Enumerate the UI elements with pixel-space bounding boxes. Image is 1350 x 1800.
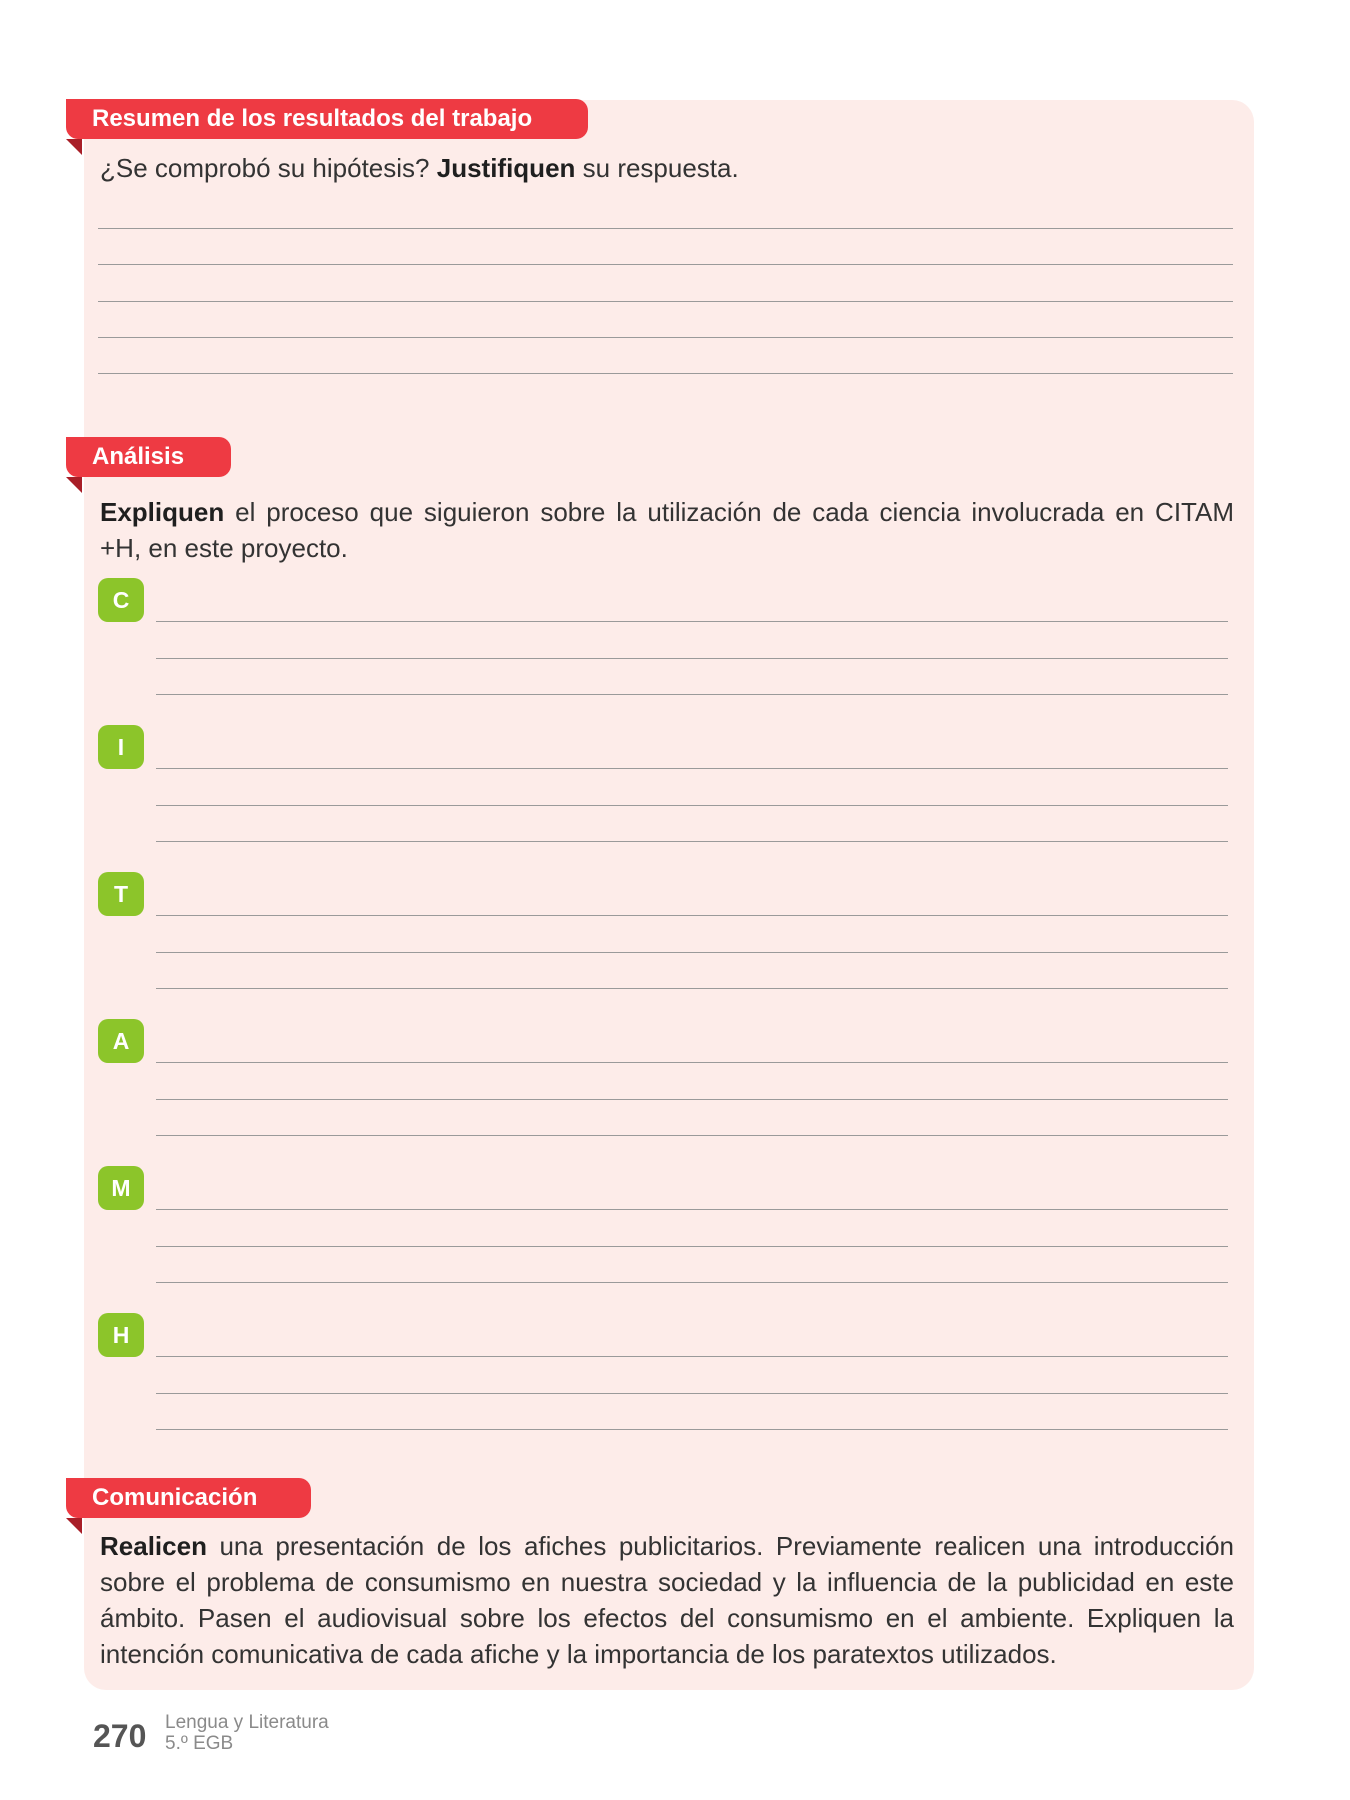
answer-line[interactable] xyxy=(156,988,1228,989)
summary-prompt-post: su respuesta. xyxy=(575,153,739,183)
footer-subject: Lengua y Literatura xyxy=(165,1712,329,1733)
answer-line[interactable] xyxy=(98,373,1233,374)
answer-line[interactable] xyxy=(156,694,1228,695)
answer-line[interactable] xyxy=(156,621,1228,622)
tab-fold-corner xyxy=(66,477,82,493)
answer-line[interactable] xyxy=(156,805,1228,806)
answer-line[interactable] xyxy=(156,1282,1228,1283)
communication-tab-label: Comunicación xyxy=(92,1484,258,1511)
answer-line[interactable] xyxy=(98,228,1233,229)
communication-prompt-post: una presentación de los afiches publicitarios. Previamente realicen una introducción sobre el problema de consumismo en nuestra sociedad y la influencia de la publicidad en este ámbito. Pasen el audiovisual sobre los efectos del consumismo en el ambiente. Expliquen la intención comunicativa de cada afiche y la importancia de los paratextos utilizados. xyxy=(100,1531,1234,1669)
analysis-prompt xyxy=(100,494,1234,566)
science-letter-badge: A xyxy=(98,1019,144,1063)
answer-line[interactable] xyxy=(156,1356,1228,1357)
science-letter-badge: M xyxy=(98,1166,144,1210)
answer-line[interactable] xyxy=(156,1393,1228,1394)
analysis-tab-label: Análisis xyxy=(92,443,185,470)
answer-line[interactable] xyxy=(156,915,1228,916)
science-letter-badge: H xyxy=(98,1313,144,1357)
analysis-prompt-post: el proceso que siguieron sobre la utilización de cada ciencia involucrada en CITAM +H, en este proyecto. xyxy=(100,497,1234,563)
answer-line[interactable] xyxy=(156,1099,1228,1100)
analysis-section-tab xyxy=(66,437,231,477)
footer-grade: 5.º EGB xyxy=(165,1733,234,1754)
analysis-prompt-verb: Expliquen xyxy=(100,497,225,527)
answer-line[interactable] xyxy=(156,1209,1228,1210)
answer-line[interactable] xyxy=(156,768,1228,769)
answer-line[interactable] xyxy=(156,841,1228,842)
answer-line[interactable] xyxy=(98,264,1233,265)
tab-fold-corner xyxy=(66,1518,82,1534)
answer-line[interactable] xyxy=(156,1135,1228,1136)
summary-prompt xyxy=(100,150,1234,186)
summary-prompt-pre: ¿Se comprobó su hipótesis? xyxy=(100,153,437,183)
page-number: 270 xyxy=(93,1718,147,1754)
tab-fold-corner xyxy=(66,139,82,155)
answer-line[interactable] xyxy=(156,1429,1228,1430)
answer-line[interactable] xyxy=(156,952,1228,953)
communication-prompt xyxy=(100,1528,1234,1672)
answer-line[interactable] xyxy=(156,1062,1228,1063)
science-letter-badge: I xyxy=(98,725,144,769)
summary-prompt-verb: Justifiquen xyxy=(436,153,576,183)
answer-line[interactable] xyxy=(98,301,1233,302)
science-letter-badge: C xyxy=(98,578,144,622)
answer-line[interactable] xyxy=(98,337,1233,338)
science-letter-badge: T xyxy=(98,872,144,916)
worksheet-panel xyxy=(84,100,1254,1690)
answer-line[interactable] xyxy=(156,658,1228,659)
summary-tab-label: Resumen de los resultados del trabajo xyxy=(92,105,533,132)
communication-prompt-verb: Realicen xyxy=(100,1531,207,1561)
summary-section-tab xyxy=(66,99,588,139)
communication-section-tab xyxy=(66,1478,311,1518)
answer-line[interactable] xyxy=(156,1246,1228,1247)
